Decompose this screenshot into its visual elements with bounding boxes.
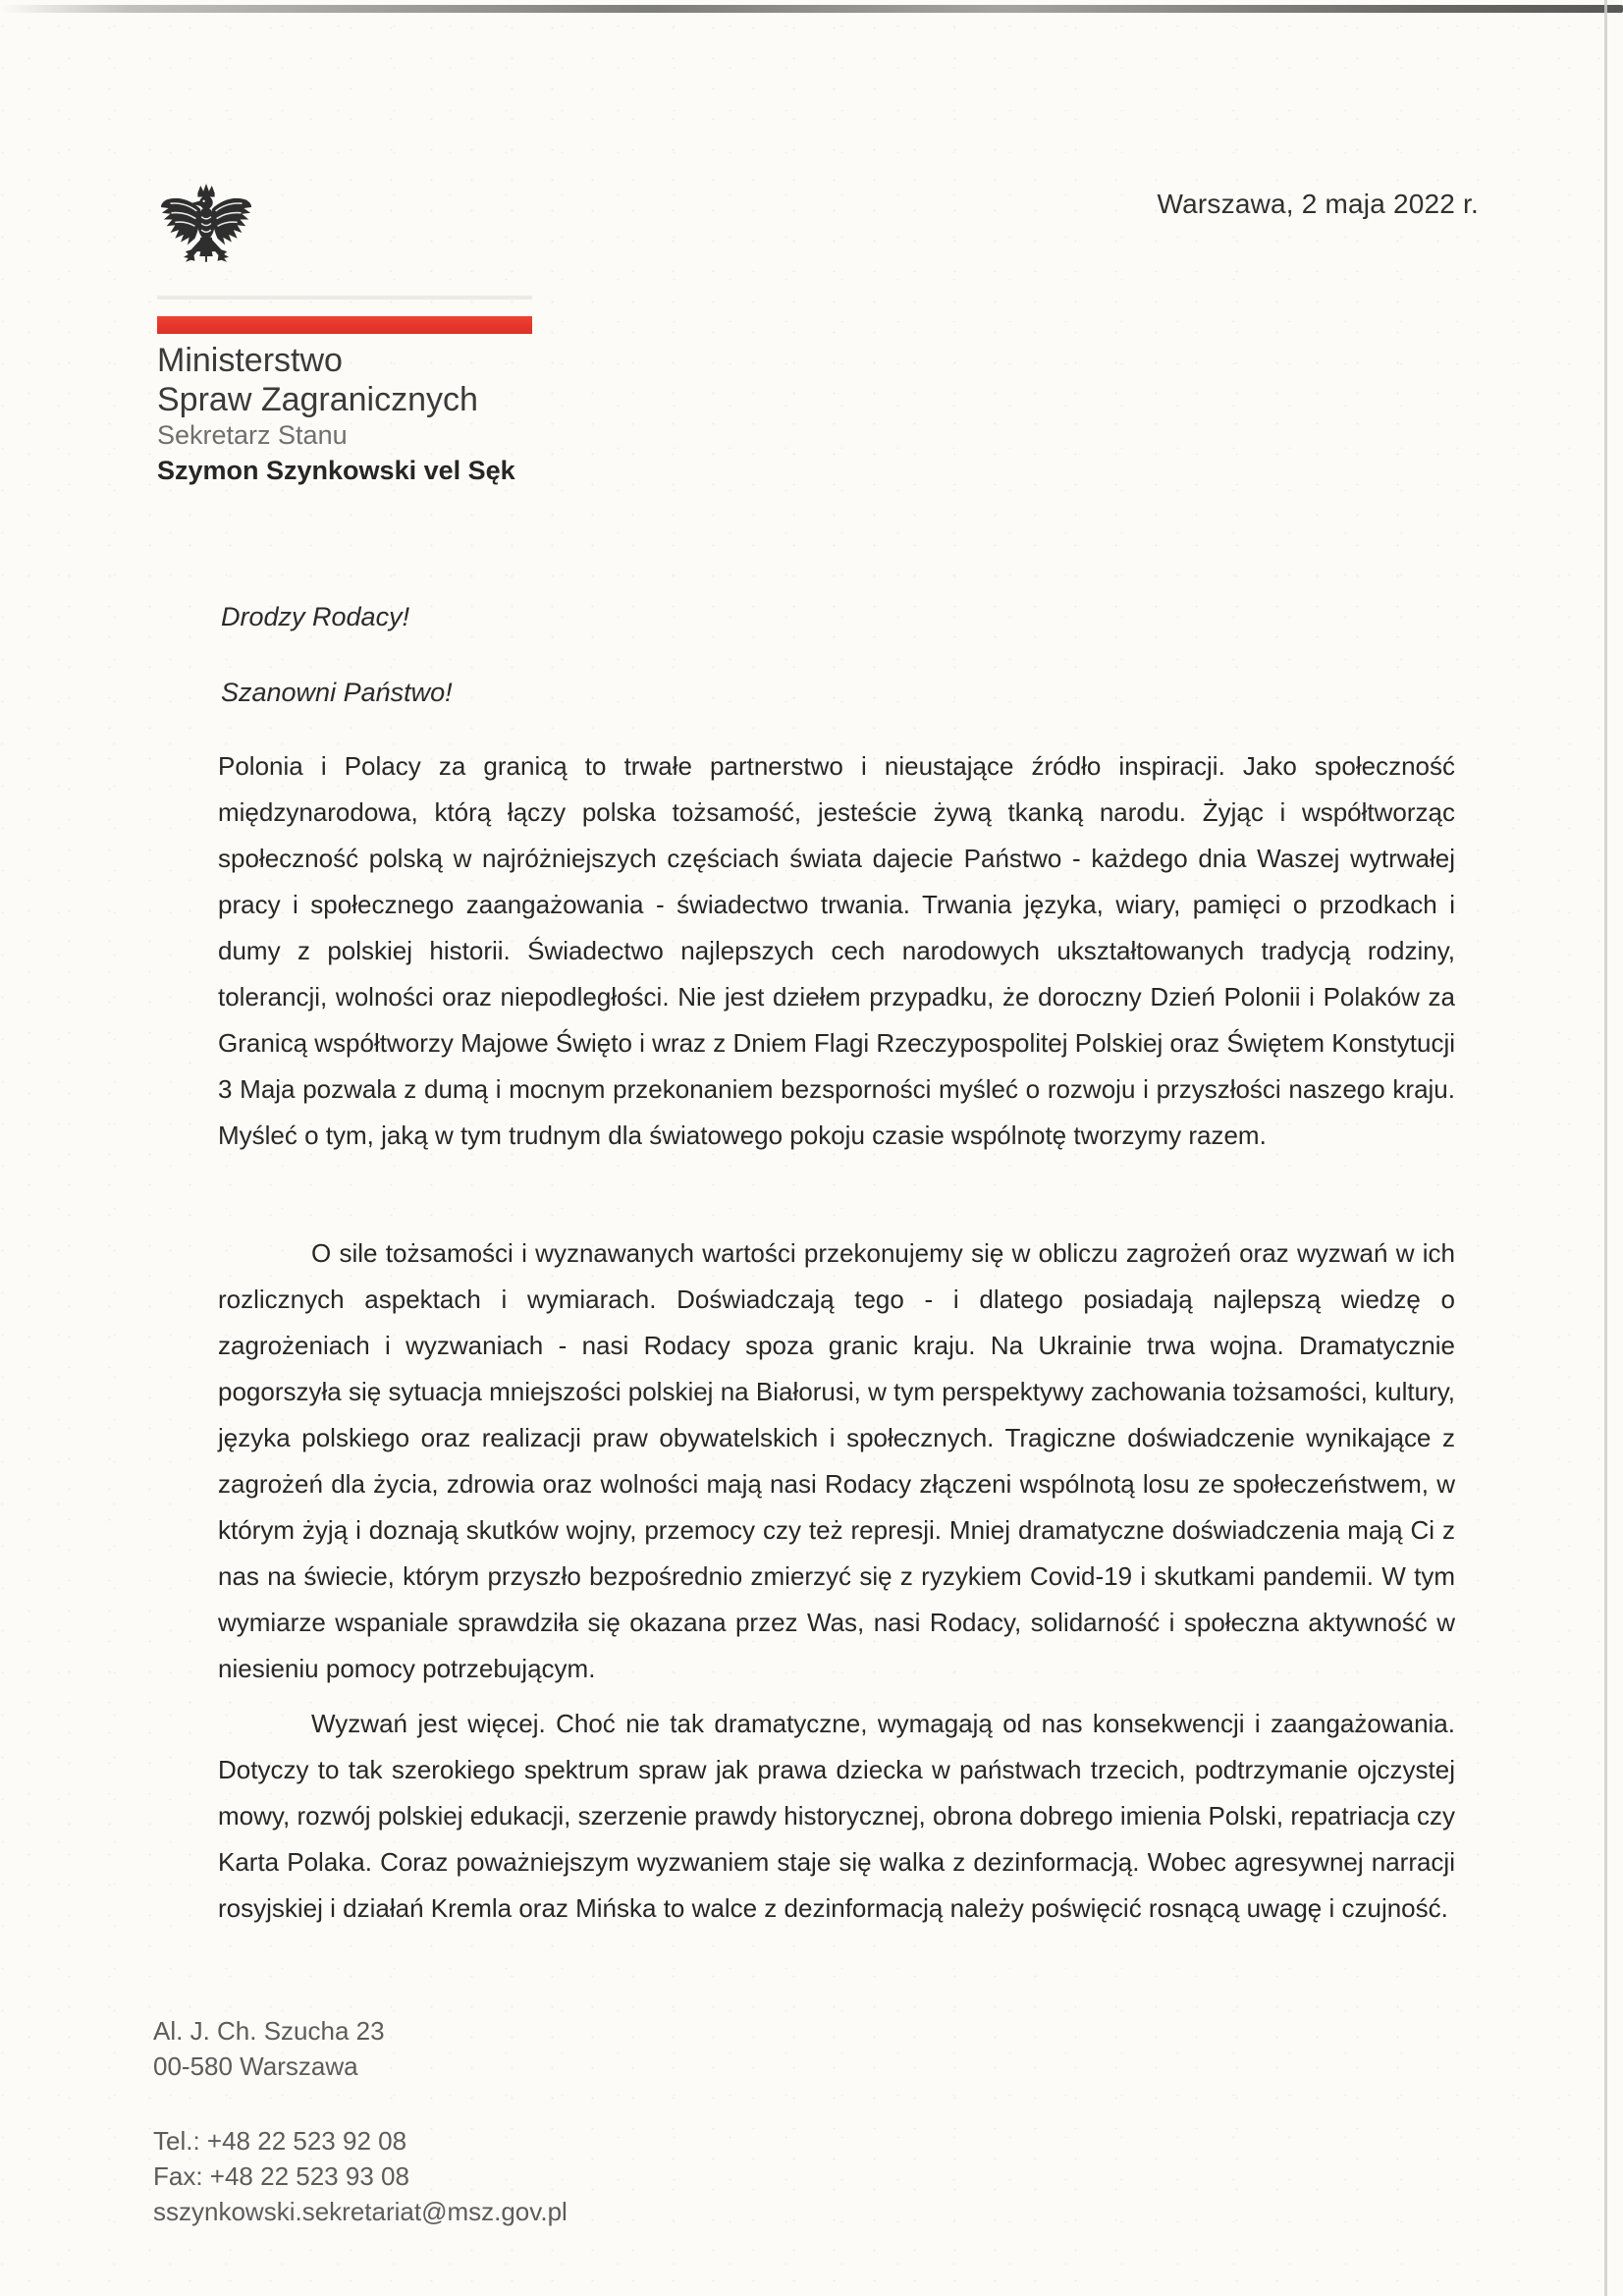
footer-address bbox=[153, 2013, 385, 2084]
date-line: Warszawa, 2 maja 2022 r. bbox=[1157, 189, 1479, 219]
body-paragraph-2: O sile tożsamości i wyznawanych wartości przekonujemy się w obliczu zagrożeń oraz wyzwań w ich rozlicznych aspektach i wymiarach. Doświadczają tego - i dlatego posiadają najlepszą wiedzę o zagrożeniach i wyzwaniach - nasi Rodacy spoza granic kraju. Na Ukrainie trwa wojna. Dramatycznie pogorszyła się sytuacja mniejszości polskiej na Białorusi, w tym perspektywy zachowania tożsamości, kultury, języka polskiego oraz realizacji praw obywatelskich i społecznych. Tragiczne doświadczenie wynikające z zagrożeń dla życia, zdrowia oraz wolności mają nasi Rodacy złączeni wspólnotą losu ze społeczeństwem, w którym żyją i doznają skutków wojny, przemocy czy też represji. Mniej dramatyczne doświadczenia mają Ci z nas na świecie, którym przyszło bezpośrednio zmierzyć się z ryzykiem Covid-19 i skutkami pandemii. W tym wymiarze wspaniale sprawdziła się okazana przez Was, nasi Rodacy, solidarność i społeczna aktywność w niesieniu pomocy potrzebującym. bbox=[218, 1238, 1455, 1683]
ministry-name-line1: Ministerstwo bbox=[157, 342, 343, 379]
footer-fax: Fax: +48 22 523 93 08 bbox=[153, 2161, 409, 2191]
body-paragraph-1: Polonia i Polacy za granicą to trwałe partnerstwo i nieustające źródło inspiracji. Jako społeczność międzynarodowa, którą łączy polska tożsamość, jesteście żywą tkanką narodu. Żyjąc i współtworząc społeczność polską w najróżniejszych częściach świata dajecie Państwo - każdego dnia Waszej wytrwałej pracy i społecznego zaangażowania - świadectwo trwania. Trwania języka, wiary, pamięci o przodkach i dumy z polskiej historii. Świadectwo najlepszych cech narodowych ukształtowanych tradycją rodziny, tolerancji, wolności oraz niepodległości. Nie jest dziełem przypadku, że doroczny Dzień Polonii i Polaków za Granicą współtworzy Majowe Święto i wraz z Dniem Flagi Rzeczypospolitej Polskiej oraz Świętem Konstytucji 3 Maja pozwala z dumą i mocnym przekonaniem bezsporności myśleć o rozwoju i przyszłości naszego kraju. Myśleć o tym, jaką w tym trudnym dla światowego pokoju czasie wspólnotę tworzymy razem. bbox=[218, 751, 1455, 1150]
footer-contact bbox=[153, 2123, 568, 2229]
sender-name: Szymon Szynkowski vel Sęk bbox=[157, 456, 515, 485]
sender-title: Sekretarz Stanu bbox=[157, 420, 348, 450]
body-paragraph-3: Wyzwań jest więcej. Choć nie tak dramatyczne, wymagają od nas konsekwencji i zaangażowania. Dotyczy to tak szerokiego spektrum spraw jak prawa dziecka w państwach trzecich, podtrzymanie ojczystej mowy, rozwój polskiej edukacji, szerzenie prawdy historycznej, obrona dobrego imienia Polski, repatriacja czy Karta Polaka. Coraz poważniejszym wyzwaniem staje się walka z dezinformacją. Wobec agresywnej narracji rosyjskiej i działań Kremla oraz Mińska to walce z dezinformacją należy poświęcić rosnącą uwagę i czujność. bbox=[218, 1709, 1455, 1923]
footer-tel: Tel.: +48 22 523 92 08 bbox=[153, 2126, 407, 2156]
scan-artifact-right-edge bbox=[1604, 0, 1607, 2296]
ministry-name-line2: Spraw Zagranicznych bbox=[157, 381, 478, 418]
polish-eagle-icon bbox=[159, 181, 253, 283]
ministry-name bbox=[157, 341, 478, 419]
scan-artifact-top-edge bbox=[0, 5, 1623, 13]
salutation-line-1: Drodzy Rodacy! bbox=[221, 602, 410, 631]
footer-email: sszynkowski.sekretariat@msz.gov.pl bbox=[153, 2197, 568, 2226]
footer-address-line1: Al. J. Ch. Szucha 23 bbox=[153, 2016, 385, 2046]
flag-red-stripe bbox=[157, 316, 532, 334]
salutation-line-2: Szanowni Państwo! bbox=[221, 678, 453, 707]
footer-address-line2: 00-580 Warszawa bbox=[153, 2051, 358, 2081]
flag-white-stripe bbox=[157, 296, 532, 300]
